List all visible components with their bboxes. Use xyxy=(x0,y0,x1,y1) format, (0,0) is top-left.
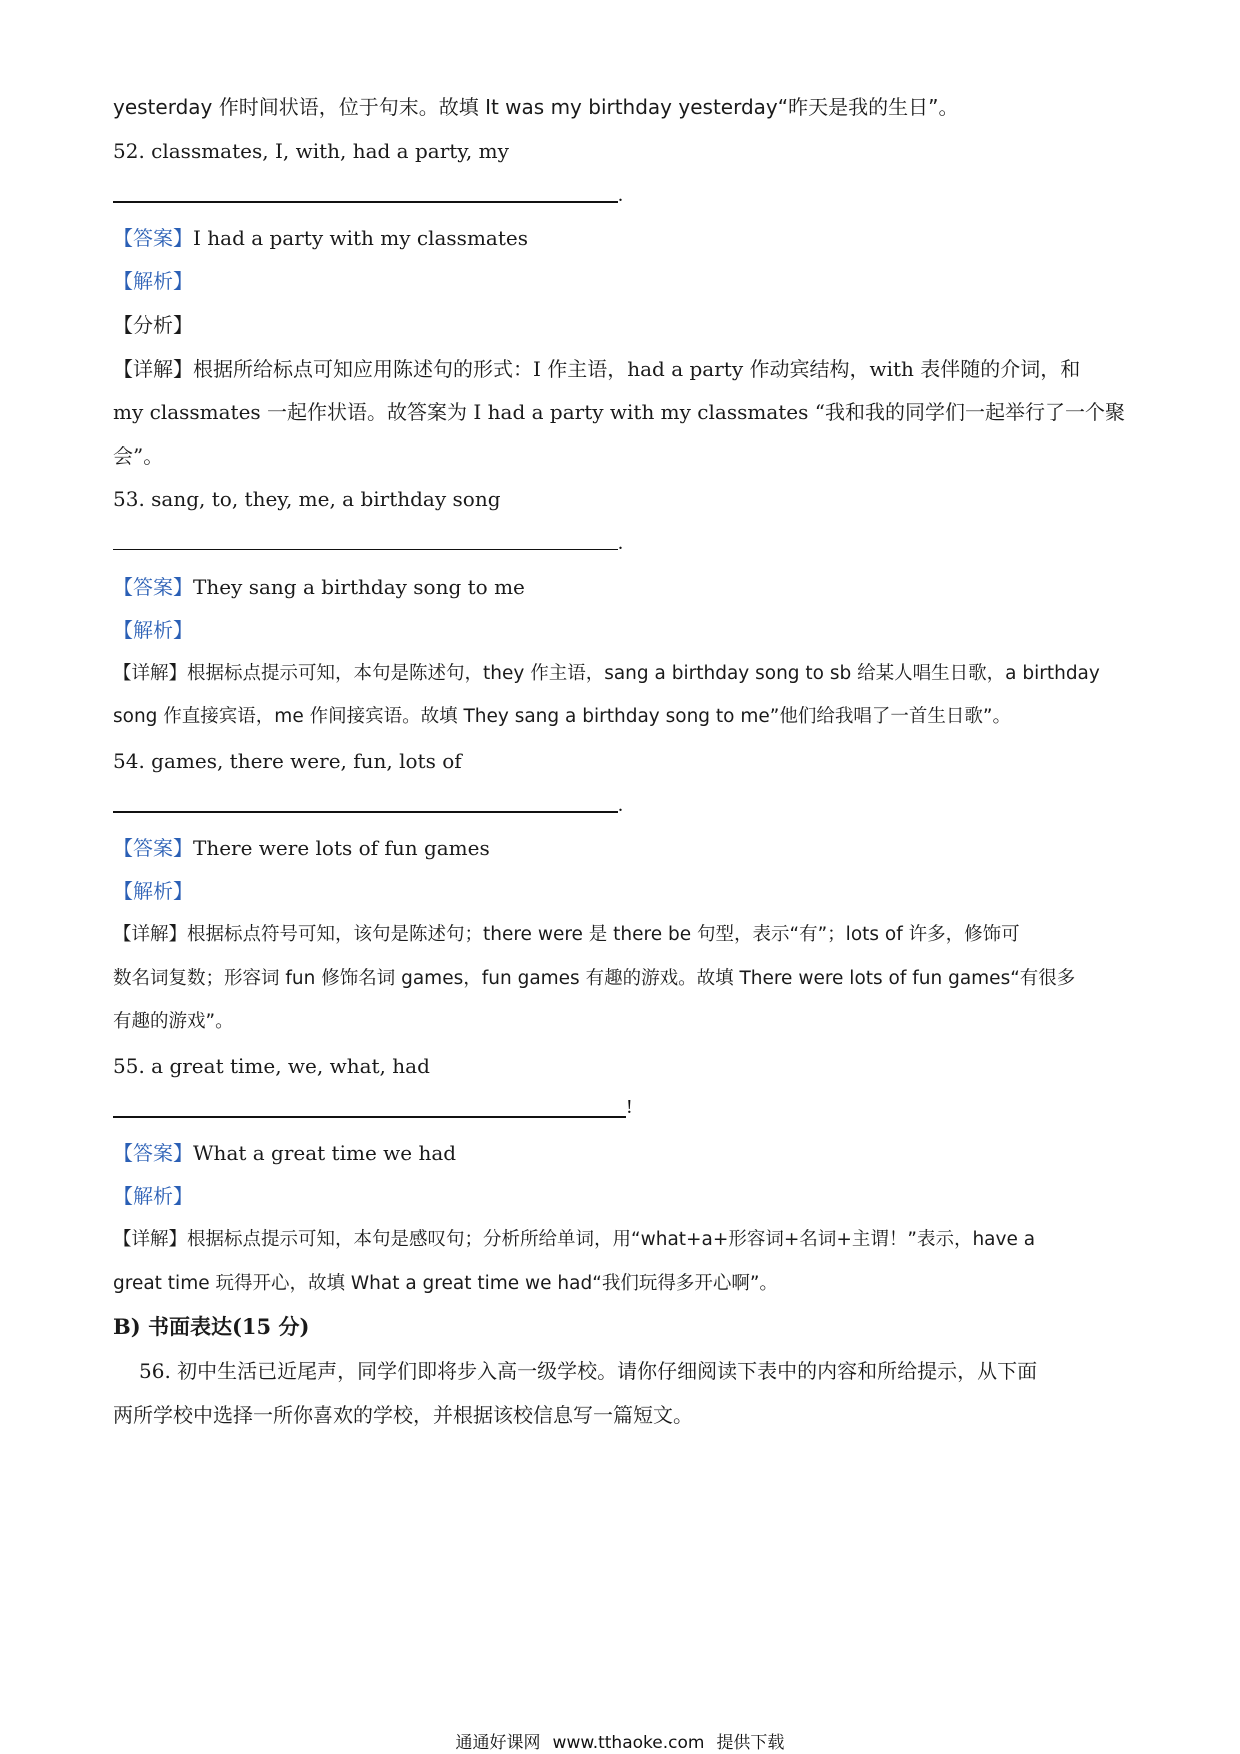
q53-detail-line1: 【详解】根据标点提示可知，本句是陈述句，they 作主语，sang a birthday song to sb 给某人唱生日歌，a birthday xyxy=(113,663,1100,684)
q55-detail-line2: great time 玩得开心，故填 What a great time we had“我们玩得多开心啊”。 xyxy=(113,1273,778,1294)
q52-detail-line2: my classmates 一起作状语。故答案为 I had a party with my classmates “我和我的同学们一起举行了一个聚 xyxy=(113,400,1125,424)
q54-detail-line2: 数名词复数；形容词 fun 修饰名词 games，fun games 有趣的游戏。故填 There were lots of fun games“有很多 xyxy=(113,968,1076,989)
q54-detail-line3: 有趣的游戏”。 xyxy=(113,1011,234,1032)
answer-tag: 【答案】 xyxy=(113,836,193,860)
q53-analysis-tag: 【解析】 xyxy=(113,618,193,642)
q55-analysis-tag: 【解析】 xyxy=(113,1184,193,1208)
q55-end-punct: ! xyxy=(626,1096,633,1118)
q53-detail-line2: song 作直接宾语，me 作间接宾语。故填 They sang a birthday song to me”他们给我唱了一首生日歌”。 xyxy=(113,706,1011,727)
q53-end-punct: . xyxy=(618,532,623,554)
q52-detail-line1: 【详解】根据所给标点可知应用陈述句的形式：I 作主语，had a party 作动宾结构，with 表伴随的介词，和 xyxy=(113,357,1081,381)
answer-tag: 【答案】 xyxy=(113,1141,193,1165)
q54-end-punct: . xyxy=(618,794,623,816)
page-footer xyxy=(0,1728,1240,1753)
q55-detail-line1: 【详解】根据标点提示可知，本句是感叹句；分析所给单词，用“what+a+形容词+名词+主谓！”表示，have a xyxy=(113,1229,1036,1250)
section-b-title: B) 书面表达(15 分) xyxy=(113,1314,310,1339)
q54-prompt: 54. games, there were, fun, lots of xyxy=(113,749,462,773)
footer-note: 提供下载 xyxy=(716,1733,785,1753)
answer-tag: 【答案】 xyxy=(113,226,193,250)
q52-answer: I had a party with my classmates xyxy=(193,226,528,250)
q52-answer-row xyxy=(113,224,1133,252)
q54-answer-row xyxy=(113,834,1133,862)
q54-analysis-tag: 【解析】 xyxy=(113,879,193,903)
q56-line1: 56. 初中生活已近尾声，同学们即将步入高一级学校。请你仔细阅读下表中的内容和所给提示，从下面 xyxy=(139,1359,1038,1383)
q54-answer: There were lots of fun games xyxy=(193,836,490,860)
q53-prompt: 53. sang, to, they, me, a birthday song xyxy=(113,487,501,511)
q52-analysis-tag: 【解析】 xyxy=(113,269,193,293)
q55-answer-row xyxy=(113,1139,1133,1167)
intro-line: yesterday 作时间状语，位于句末。故填 It was my birthday yesterday“昨天是我的生日”。 xyxy=(113,95,959,119)
q55-prompt: 55. a great time, we, what, had xyxy=(113,1054,430,1078)
q55-answer-blank xyxy=(113,1116,626,1118)
answer-tag: 【答案】 xyxy=(113,575,193,599)
q54-answer-blank xyxy=(113,811,618,813)
q52-prompt: 52. classmates, I, with, had a party, my xyxy=(113,139,509,163)
footer-url[interactable]: www.tthaoke.com xyxy=(552,1733,705,1753)
q53-answer: They sang a birthday song to me xyxy=(193,575,525,599)
q52-end-punct: . xyxy=(618,184,623,206)
q54-detail-line1: 【详解】根据标点符号可知，该句是陈述句；there were 是 there be 句型，表示“有”；lots of 许多，修饰可 xyxy=(113,924,1020,945)
q55-answer: What a great time we had xyxy=(193,1141,457,1165)
q52-fenxi-tag: 【分析】 xyxy=(113,313,193,337)
footer-brand: 通通好课网 xyxy=(455,1733,541,1753)
q52-detail-line3: 会”。 xyxy=(113,444,164,468)
q56-line2: 两所学校中选择一所你喜欢的学校，并根据该校信息写一篇短文。 xyxy=(113,1403,693,1427)
q53-answer-blank xyxy=(113,549,618,550)
q52-answer-blank xyxy=(113,201,618,203)
q53-answer-row xyxy=(113,573,1133,601)
